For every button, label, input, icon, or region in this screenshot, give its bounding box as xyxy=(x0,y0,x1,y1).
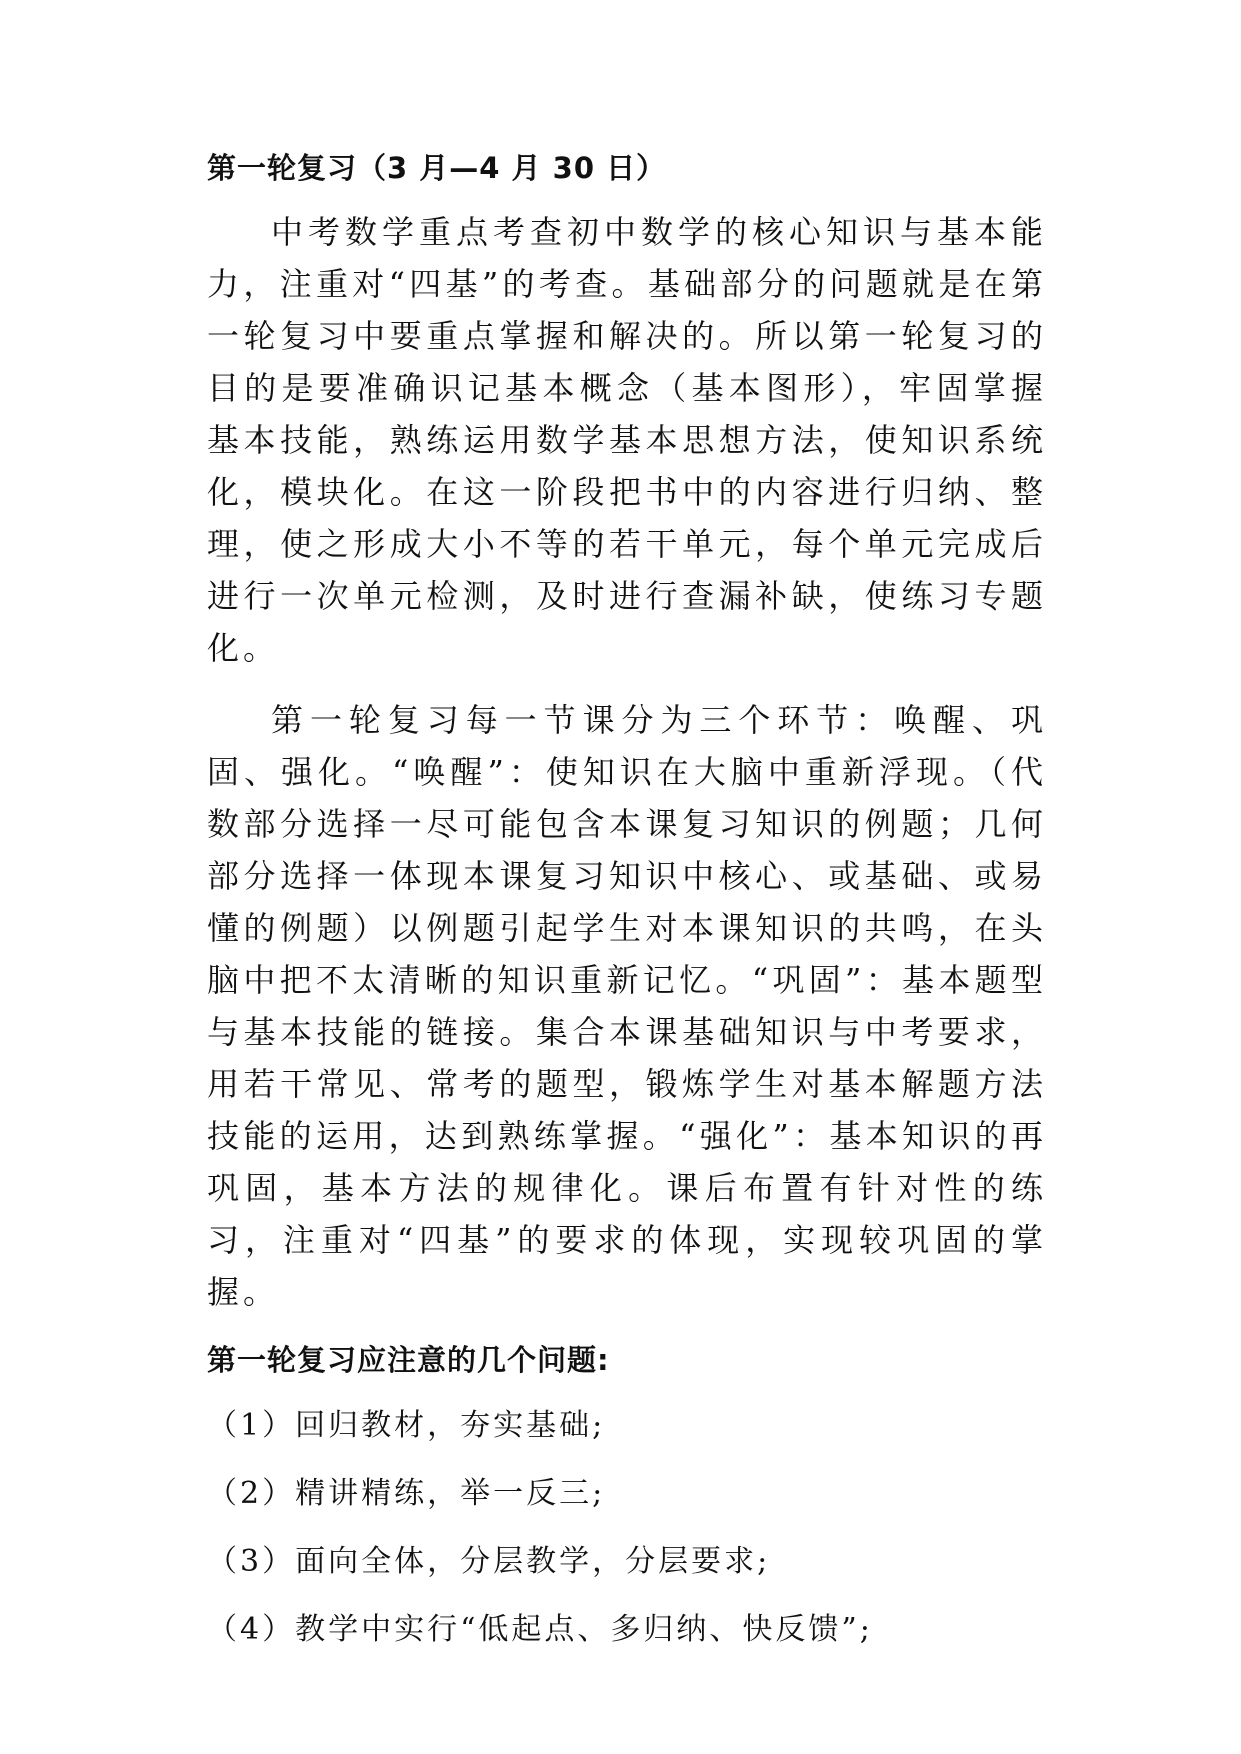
paragraph-lesson-stages: 第一轮复习每一节课分为三个环节：唤醒、巩固、强化。“唤醒”：使知识在大脑中重新浮现。（代数部分选择一尽可能包含本课复习知识的例题；几何部分选择一体现本课复习知识中核心、或基础、或易懂的例题）以例题引起学生对本课知识的共鸣，在头脑中把不太清晰的知识重新记忆。“巩固”：基本题型与基本技能的链接。集合本课基础知识与中考要求，用若干常见、常考的题型，锻炼学生对基本解题方法技能的运用，达到熟练掌握。“强化”：基本知识的再巩固，基本方法的规律化。课后布置有针对性的练习，注重对“四基”的要求的体现，实现较巩固的掌握。 xyxy=(207,701,1047,1311)
section-heading: 第一轮复习（3 月—4 月 30 日） xyxy=(207,151,667,185)
list-item: （2）精讲精练，举一反三; xyxy=(207,1476,606,1511)
list-item: （4）教学中实行“低起点、多归纳、快反馈”; xyxy=(207,1612,873,1647)
list-item: （1）回归教材，夯实基础; xyxy=(207,1408,606,1443)
document-body xyxy=(207,148,1047,1678)
notes-list xyxy=(207,1406,1047,1650)
list-item: （3）面向全体，分层教学，分层要求; xyxy=(207,1544,771,1579)
paragraph-overview: 中考数学重点考查初中数学的核心知识与基本能力，注重对“四基”的考查。基础部分的问题就是在第一轮复习中要重点掌握和解决的。所以第一轮复习的目的是要准确识记基本概念（基本图形），牢固掌握基本技能，熟练运用数学基本思想方法，使知识系统化，模块化。在这一阶段把书中的内容进行归纳、整理，使之形成大小不等的若干单元，每个单元完成后进行一次单元检测，及时进行查漏补缺，使练习专题化。 xyxy=(207,213,1047,667)
subsection-heading: 第一轮复习应注意的几个问题: xyxy=(207,1343,610,1377)
